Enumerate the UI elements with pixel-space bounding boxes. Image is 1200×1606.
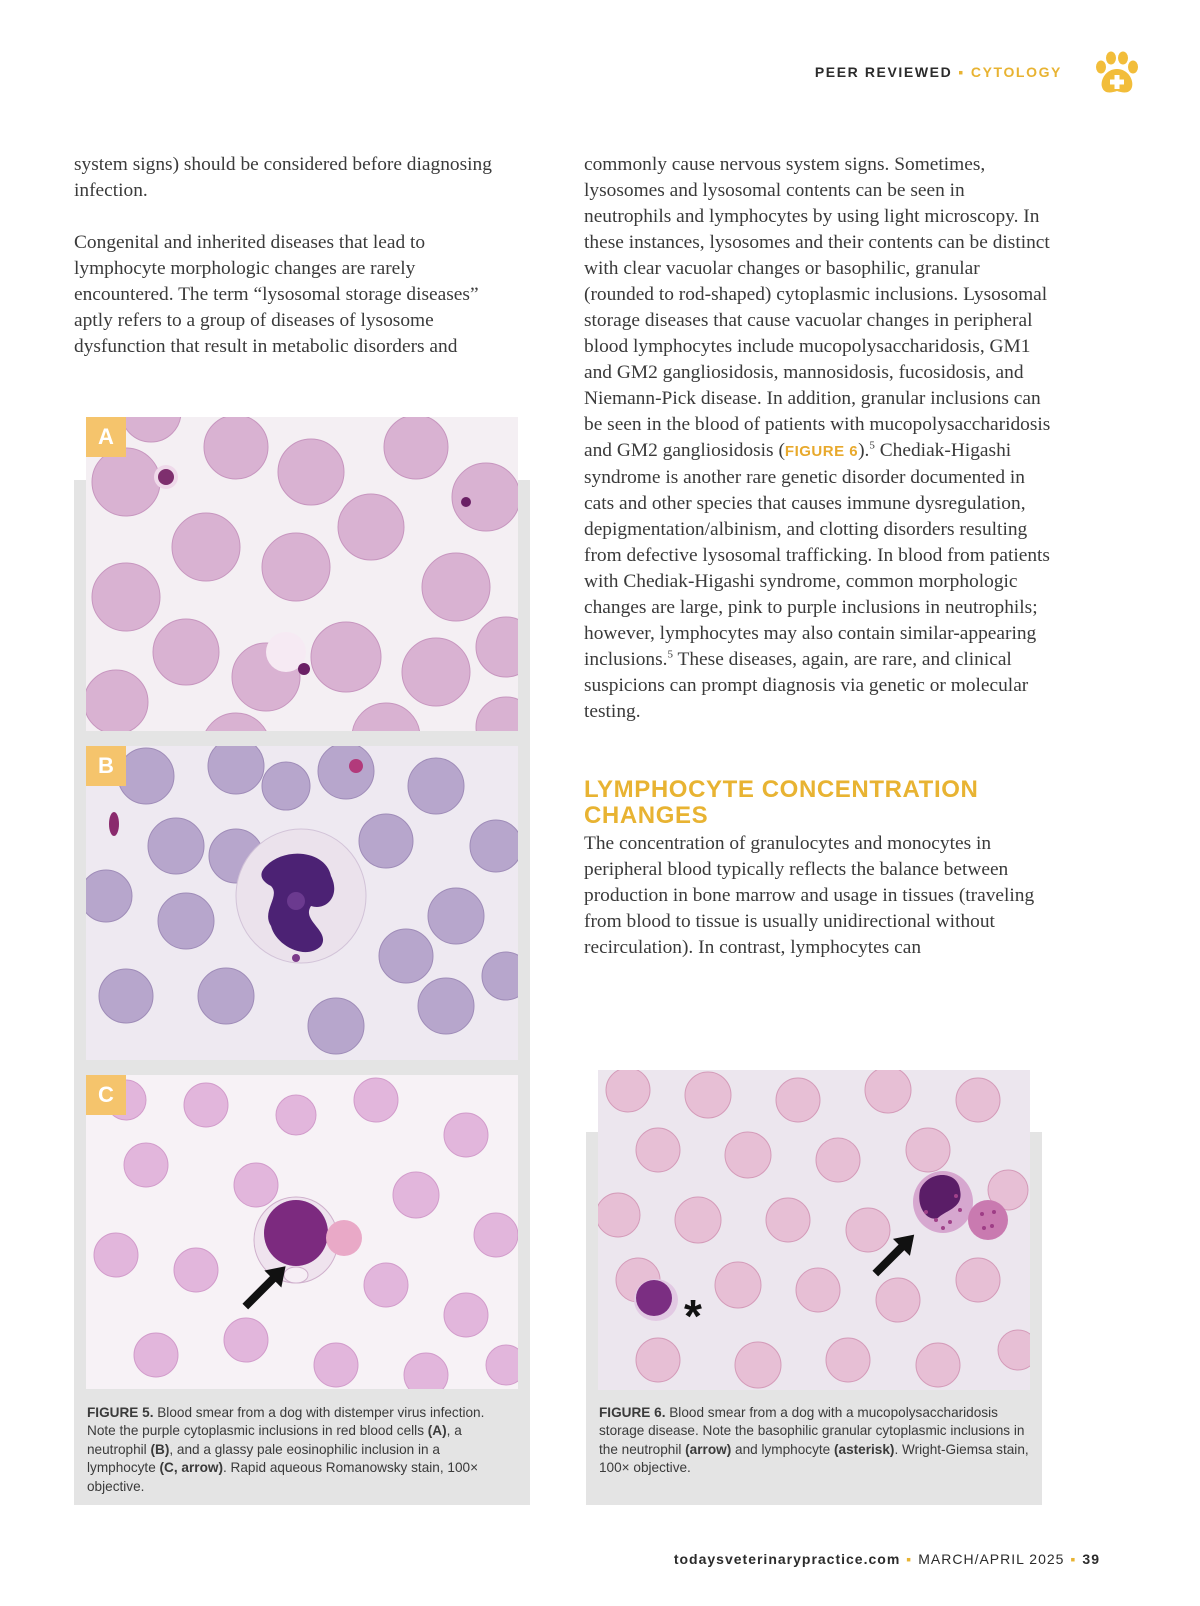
paw-plus-icon xyxy=(1092,50,1142,96)
footer-separator: ▪ xyxy=(906,1551,913,1567)
figure-label: FIGURE 6. xyxy=(599,1405,666,1420)
caption-callout: (B) xyxy=(150,1441,170,1457)
figure-6-image xyxy=(598,1070,1030,1390)
caption-text: Blood smear from a dog with a mucopolysaccharidosis storage disease. Note the basophilic granular cytoplasmic inclusions in the neutrophil xyxy=(599,1405,1025,1457)
blood-smear-image-6 xyxy=(598,1070,1030,1390)
footer-website-link[interactable]: todaysveterinarypractice.com xyxy=(673,1551,901,1567)
figure-5-panel-b xyxy=(86,746,518,1060)
panel-label-b: B xyxy=(86,746,126,786)
blood-smear-image-b xyxy=(86,746,518,1060)
panel-label-a: A xyxy=(86,417,126,457)
figure-5-panel-a xyxy=(86,417,518,731)
page-number: 39 xyxy=(1082,1551,1100,1567)
caption-text: . Rapid aqueous Romanowsky stain, 100× objective. xyxy=(87,1460,479,1494)
caption-callout: (arrow) xyxy=(685,1441,732,1457)
journal-label: PEER REVIEWED xyxy=(814,64,953,80)
blood-smear-image-c xyxy=(86,1075,518,1389)
paragraph-text: These diseases, again, are rare, and clinical suspicions can prompt diagnosis via genetic or molecular testing. xyxy=(584,649,1029,722)
left-paragraph-1: system signs) should be considered before diagnosing infection. xyxy=(74,154,492,201)
figure-5-panel-c xyxy=(86,1075,518,1389)
footer-separator: ▪ xyxy=(1070,1551,1077,1567)
paragraph-text: commonly cause nervous system signs. Sometimes, lysosomes and lysosomal contents can be seen in neutrophils and lymphocytes by using light microscopy. In these instances, lysosomes and their contents can be distinct with clear vacuolar changes or basophilic, granular (rounded to rod-shaped) cytoplasmic inclusions. Lysosomal storage diseases that cause vacuolar changes in peripheral blood lymphocytes include mucopolysaccharidosis, GM1 and GM2 gangliosidosis, mannosidosis, fucosidosis, and Niemann-Pick disease. In addition, granular inclusions can be seen in the blood of patients with mucopolysaccharidosis and GM2 gangliosidosis ( xyxy=(584,154,1051,461)
caption-callout: (asterisk) xyxy=(834,1441,895,1457)
left-column xyxy=(74,152,514,386)
page-footer xyxy=(674,1551,1100,1567)
right-column xyxy=(584,152,1054,987)
blood-smear-image-a xyxy=(86,417,518,731)
caption-callout: (C, arrow) xyxy=(159,1460,223,1476)
citation-superscript: 5 xyxy=(869,439,875,452)
caption-callout: (A) xyxy=(427,1423,447,1439)
right-paragraph-1 xyxy=(584,152,1054,725)
caption-text: . Wright-Giemsa stain, 100× objective. xyxy=(599,1441,1029,1476)
paragraph-text: Chediak-Higashi syndrome is another rare genetic disorder documented in cats and other species that causes immune dysregulation, depigmentation/albinism, and clotting disorders resulting from defective lysosomal trafficking. In blood from patients with Chediak-Higashi syndrome, common morphologic changes are large, pink to purple inclusions in neutrophils; however, lymphocytes may also contain similar-appearing inclusions. xyxy=(584,440,1050,670)
left-paragraph-2: Congenital and inherited diseases that lead to lymphocyte morphologic changes are rarely encountered. The term “lysosomal storage diseases” aptly refers to a group of diseases of lysosome dysfunction that result in metabolic disorders and xyxy=(74,232,479,357)
header-separator: ▪ xyxy=(958,64,965,80)
figure-label: FIGURE 5. xyxy=(87,1405,154,1420)
right-paragraph-2: The concentration of granulocytes and monocytes in peripheral blood typically reflects the balance between production in bone marrow and usage in tissues (traveling from blood to tissue is usually unidirectional without recirculation). In contrast, lymphocytes can xyxy=(584,833,1035,958)
figure-6-caption xyxy=(599,1404,1029,1478)
caption-text: and lymphocyte xyxy=(731,1441,834,1457)
section-label: CYTOLOGY xyxy=(970,64,1062,80)
footer-issue: MARCH/APRIL 2025 xyxy=(918,1551,1065,1567)
caption-text: , and a glassy pale eosinophilic inclusion in a lymphocyte xyxy=(87,1441,440,1476)
figure-5-caption xyxy=(87,1404,497,1496)
asterisk-marker: * xyxy=(684,1290,702,1342)
citation-superscript: 5 xyxy=(667,648,673,661)
panel-label-c: C xyxy=(86,1075,126,1115)
caption-text: Blood smear from a dog with distemper virus infection. Note the purple cytoplasmic inclusions in red blood cells xyxy=(87,1405,485,1439)
paragraph-text: ). xyxy=(858,440,870,461)
running-header xyxy=(815,64,1062,80)
section-heading: LYMPHOCYTE CONCENTRATION CHANGES xyxy=(584,776,979,829)
caption-text: , a neutrophil xyxy=(87,1423,462,1457)
figure-6-reference[interactable]: FIGURE 6 xyxy=(784,443,859,460)
